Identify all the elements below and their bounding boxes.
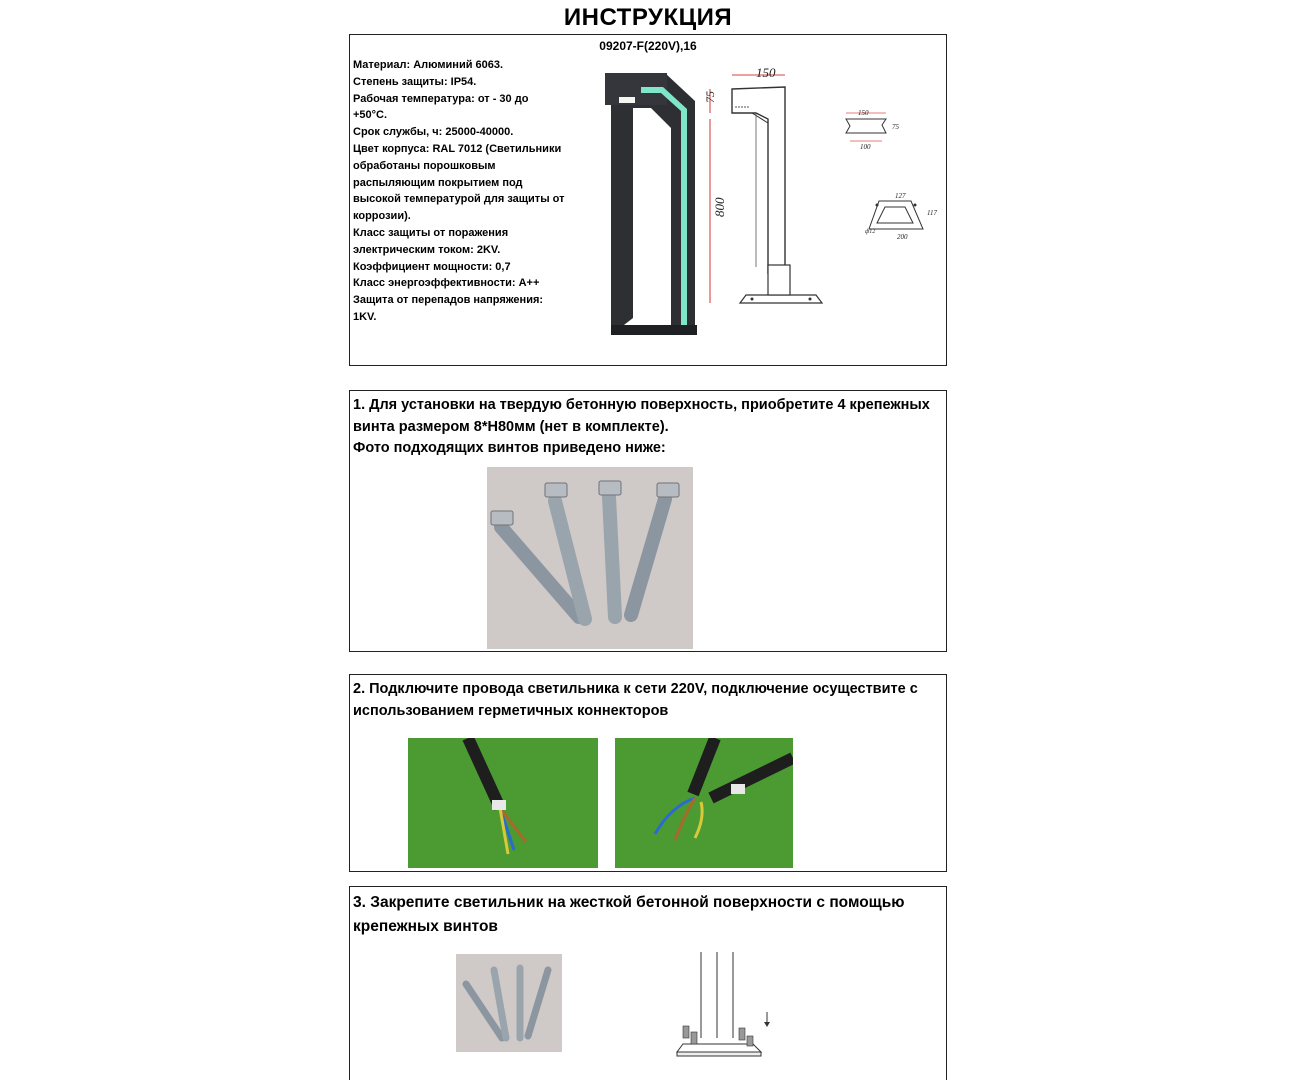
step-line: Фото подходящих винтов приведено ниже: bbox=[353, 440, 666, 456]
spec-list bbox=[353, 57, 573, 326]
page-title: ИНСТРУКЦИЯ bbox=[563, 4, 733, 31]
spec-line: распыляющим покрытием под bbox=[353, 176, 523, 189]
base-top: 127 bbox=[895, 192, 906, 200]
step-line: 2. Подключите провода светильника к сети 220V, подключение осуществите с bbox=[353, 681, 918, 697]
step-line: крепежных винтов bbox=[353, 917, 498, 935]
spec-line: электрическим током: 2KV. bbox=[353, 243, 501, 256]
spec-line: коррозии). bbox=[353, 210, 411, 223]
spec-line: Коэффициент мощности: 0,7 bbox=[353, 260, 511, 273]
profile-section-drawing bbox=[838, 105, 908, 150]
step-line: винта размером 8*H80мм (нет в комплекте). bbox=[353, 418, 669, 435]
spec-line: обработаны порошковым bbox=[353, 159, 496, 172]
step-line: 3. Закрепите светильник на жесткой бетонной поверхности с помощью bbox=[353, 894, 905, 911]
dim-head-height: 75 bbox=[703, 91, 717, 103]
base-plate-drawing bbox=[865, 189, 945, 243]
step-1-panel bbox=[349, 390, 947, 652]
model-number: 09207-F(220V),16 bbox=[599, 39, 697, 53]
step-line: использованием герметичных коннекторов bbox=[353, 702, 669, 719]
profile-bottom: 100 bbox=[860, 143, 871, 150]
step-line: 1. Для установки на твердую бетонную поверхность, приобретите 4 крепежных bbox=[353, 397, 930, 413]
spec-line: высокой температурой для защиты от bbox=[353, 193, 565, 206]
step-2-panel bbox=[349, 674, 947, 872]
base-side: 117 bbox=[927, 209, 937, 217]
spec-line: Класс энергоэффективности: А++ bbox=[353, 277, 540, 290]
profile-height: 75 bbox=[892, 123, 899, 131]
spec-line: Класс защиты от поражения bbox=[353, 226, 509, 239]
spec-line: Материал: Алюминий 6063. bbox=[353, 59, 504, 71]
step-1-text bbox=[353, 395, 933, 460]
spec-line: Рабочая температура: от - 30 до bbox=[353, 92, 529, 105]
mounting-drawing bbox=[675, 952, 785, 1062]
anchor-bolts-photo-small bbox=[456, 954, 562, 1052]
wires-photo-left bbox=[408, 738, 598, 868]
spec-line: 1KV. bbox=[353, 310, 377, 323]
step-3-panel bbox=[349, 886, 947, 1080]
spec-line: Цвет корпуса: RAL 7012 (Светильники bbox=[353, 142, 562, 155]
dim-top-width: 150 bbox=[756, 67, 776, 80]
dim-total-height: 800 bbox=[712, 197, 727, 217]
wires-photo-right bbox=[615, 738, 793, 868]
step-3-text bbox=[353, 891, 933, 938]
dimension-drawing bbox=[690, 67, 830, 347]
base-bottom: 200 bbox=[897, 233, 908, 241]
spec-line: Защита от перепадов напряжения: bbox=[353, 294, 544, 307]
anchor-bolts-photo bbox=[487, 467, 693, 649]
base-hole: ф12 bbox=[865, 229, 876, 235]
spec-panel bbox=[349, 34, 947, 366]
spec-line: Степень защиты: IP54. bbox=[353, 75, 477, 88]
profile-top: 150 bbox=[858, 109, 869, 117]
step-2-text bbox=[353, 679, 933, 722]
spec-line: +50°С. bbox=[353, 109, 388, 122]
spec-line: Срок службы, ч: 25000-40000. bbox=[353, 126, 514, 139]
